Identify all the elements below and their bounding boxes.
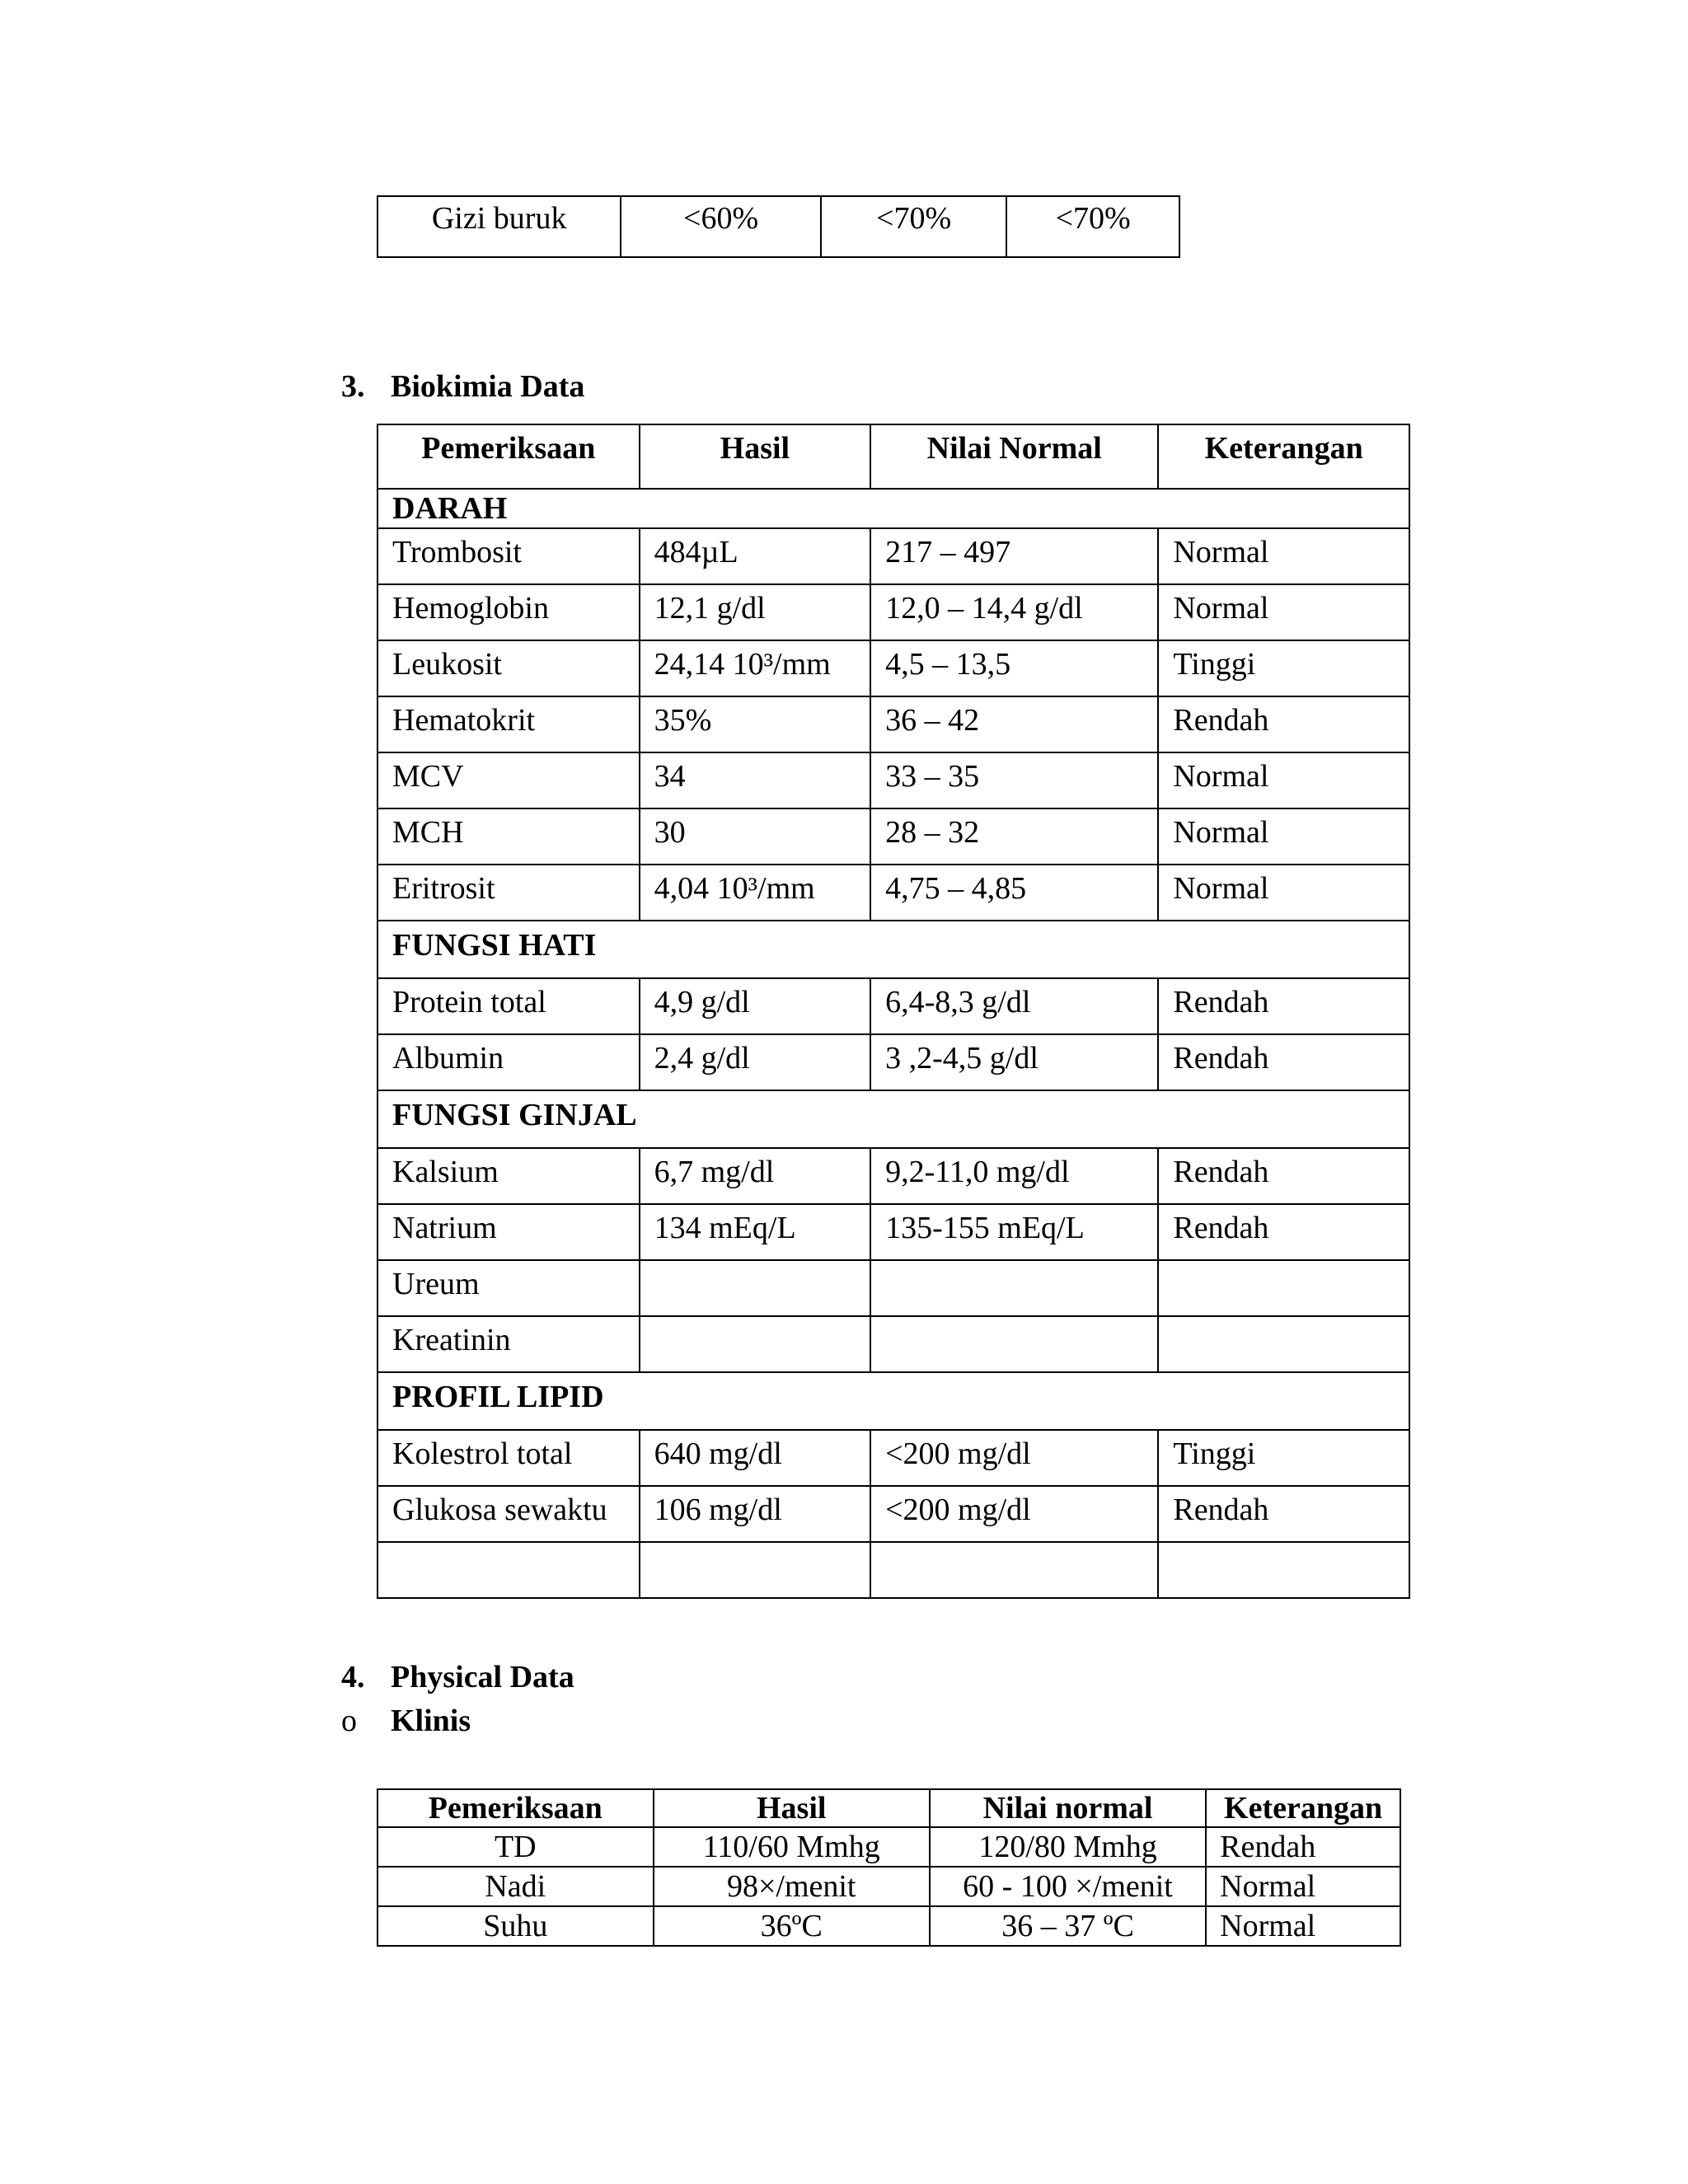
- subsection-heading-klinis: [341, 1703, 471, 1739]
- table-header-row: [377, 1789, 1400, 1827]
- section-number: 4.: [341, 1660, 365, 1694]
- table-cell: Normal: [1158, 584, 1409, 640]
- section-label-profil-lipid: PROFIL LIPID: [377, 1372, 1409, 1430]
- table-cell: Rendah: [1158, 1148, 1409, 1204]
- table-cell: Normal: [1158, 808, 1409, 865]
- table-cell: 98×/menit: [654, 1867, 930, 1906]
- table-cell: 4,9 g/dl: [640, 978, 871, 1034]
- table-row: [377, 1204, 1409, 1260]
- table-cell: Normal: [1158, 752, 1409, 808]
- table-row: [377, 696, 1409, 752]
- table-cell: Kreatinin: [377, 1316, 640, 1372]
- table-cell: Tinggi: [1158, 640, 1409, 696]
- table-cell: TD: [377, 1827, 654, 1867]
- table-cell: 4,75 – 4,85: [870, 865, 1158, 921]
- table-cell: Rendah: [1158, 696, 1409, 752]
- table-cell: 4,04 10³/mm: [640, 865, 871, 921]
- table-row: [377, 1906, 1400, 1946]
- table-cell: [1158, 1542, 1409, 1598]
- column-header: Keterangan: [1158, 424, 1409, 489]
- table-cell: [640, 1542, 871, 1598]
- nutrition-status-table: [377, 195, 1180, 258]
- table-cell: 3 ,2-4,5 g/dl: [870, 1034, 1158, 1090]
- table-cell: Eritrosit: [377, 865, 640, 921]
- column-header: Nilai Normal: [870, 424, 1158, 489]
- table-cell: Tinggi: [1158, 1430, 1409, 1486]
- column-header: Nilai normal: [930, 1789, 1206, 1827]
- table-cell: 60 - 100 ×/menit: [930, 1867, 1206, 1906]
- table-cell: Rendah: [1206, 1827, 1400, 1867]
- table-cell: Gizi buruk: [377, 196, 621, 257]
- section-row: [377, 1090, 1409, 1148]
- table-row: [377, 865, 1409, 921]
- table-cell: 36 – 37 ºC: [930, 1906, 1206, 1946]
- table-cell: [640, 1316, 871, 1372]
- table-cell: Glukosa sewaktu: [377, 1486, 640, 1542]
- biochemistry-table: [377, 424, 1410, 1599]
- table-cell: Kolestrol total: [377, 1430, 640, 1486]
- table-cell: 12,1 g/dl: [640, 584, 871, 640]
- table-row: [377, 1430, 1409, 1486]
- column-header: Pemeriksaan: [377, 424, 640, 489]
- table-cell: <60%: [621, 196, 821, 257]
- table-row: [377, 1034, 1409, 1090]
- table-cell: Normal: [1206, 1867, 1400, 1906]
- table-header-row: [377, 424, 1409, 489]
- table-cell: <70%: [1006, 196, 1179, 257]
- table-cell: [870, 1260, 1158, 1316]
- bullet-marker: o: [341, 1704, 357, 1738]
- table-cell: 4,5 – 13,5: [870, 640, 1158, 696]
- column-header: Hasil: [640, 424, 871, 489]
- section-label-fungsi-hati: FUNGSI HATI: [377, 921, 1409, 978]
- clinical-table: [377, 1788, 1401, 1947]
- table-cell: Protein total: [377, 978, 640, 1034]
- subsection-title: Klinis: [391, 1704, 471, 1738]
- section-row: [377, 1372, 1409, 1430]
- table-cell: Albumin: [377, 1034, 640, 1090]
- table-cell: 36ºC: [654, 1906, 930, 1946]
- table-cell: Normal: [1206, 1906, 1400, 1946]
- table-cell: [1158, 1260, 1409, 1316]
- column-header: Keterangan: [1206, 1789, 1400, 1827]
- table-cell: Hemoglobin: [377, 584, 640, 640]
- table-cell: 217 – 497: [870, 528, 1158, 584]
- table-cell: 6,7 mg/dl: [640, 1148, 871, 1204]
- section-heading-physical: [341, 1659, 574, 1695]
- table-cell: 135-155 mEq/L: [870, 1204, 1158, 1260]
- table-cell: Normal: [1158, 528, 1409, 584]
- table-row: [377, 528, 1409, 584]
- table-cell: 30: [640, 808, 871, 865]
- table-row: [377, 1867, 1400, 1906]
- table-cell: [640, 1260, 871, 1316]
- table-row: [377, 1260, 1409, 1316]
- table-cell: Nadi: [377, 1867, 654, 1906]
- table-cell: <200 mg/dl: [870, 1430, 1158, 1486]
- table-cell: Hematokrit: [377, 696, 640, 752]
- table-cell: <200 mg/dl: [870, 1486, 1158, 1542]
- table-cell: 2,4 g/dl: [640, 1034, 871, 1090]
- table-cell: Leukosit: [377, 640, 640, 696]
- section-row: [377, 489, 1409, 528]
- table-cell: 110/60 Mmhg: [654, 1827, 930, 1867]
- table-cell: 33 – 35: [870, 752, 1158, 808]
- table-cell: [1158, 1316, 1409, 1372]
- table-cell: Rendah: [1158, 1034, 1409, 1090]
- table-cell: 640 mg/dl: [640, 1430, 871, 1486]
- section-title: Physical Data: [391, 1660, 574, 1694]
- table-cell: Normal: [1158, 865, 1409, 921]
- table-cell: <70%: [821, 196, 1007, 257]
- table-cell: Ureum: [377, 1260, 640, 1316]
- table-cell: 24,14 10³/mm: [640, 640, 871, 696]
- table-cell: Rendah: [1158, 1486, 1409, 1542]
- table-cell: 6,4-8,3 g/dl: [870, 978, 1158, 1034]
- section-heading-biokimia: [341, 368, 584, 405]
- table-row: [377, 1827, 1400, 1867]
- table-cell: 484µL: [640, 528, 871, 584]
- table-row: [377, 584, 1409, 640]
- table-cell: Rendah: [1158, 978, 1409, 1034]
- section-title: Biokimia Data: [391, 369, 585, 404]
- section-number: 3.: [341, 369, 365, 404]
- table-cell: [870, 1316, 1158, 1372]
- table-row: [377, 752, 1409, 808]
- table-row: [377, 640, 1409, 696]
- section-label-darah: DARAH: [377, 489, 1409, 528]
- table-row: [377, 1542, 1409, 1598]
- table-cell: Suhu: [377, 1906, 654, 1946]
- table-cell: MCV: [377, 752, 640, 808]
- table-row: [377, 808, 1409, 865]
- table-cell: 134 mEq/L: [640, 1204, 871, 1260]
- table-cell: MCH: [377, 808, 640, 865]
- table-cell: 35%: [640, 696, 871, 752]
- table-cell: Rendah: [1158, 1204, 1409, 1260]
- table-cell: 12,0 – 14,4 g/dl: [870, 584, 1158, 640]
- table-row: [377, 1148, 1409, 1204]
- column-header: Pemeriksaan: [377, 1789, 654, 1827]
- table-cell: [377, 1542, 640, 1598]
- table-row: [377, 1486, 1409, 1542]
- table-cell: 120/80 Mmhg: [930, 1827, 1206, 1867]
- table-cell: Trombosit: [377, 528, 640, 584]
- table-cell: 106 mg/dl: [640, 1486, 871, 1542]
- table-cell: [870, 1542, 1158, 1598]
- table-cell: 28 – 32: [870, 808, 1158, 865]
- column-header: Hasil: [654, 1789, 930, 1827]
- table-cell: 9,2-11,0 mg/dl: [870, 1148, 1158, 1204]
- section-label-fungsi-ginjal: FUNGSI GINJAL: [377, 1090, 1409, 1148]
- table-cell: Kalsium: [377, 1148, 640, 1204]
- section-row: [377, 921, 1409, 978]
- table-cell: 36 – 42: [870, 696, 1158, 752]
- table-cell: Natrium: [377, 1204, 640, 1260]
- table-row: [377, 196, 1179, 257]
- table-row: [377, 978, 1409, 1034]
- table-cell: 34: [640, 752, 871, 808]
- table-row: [377, 1316, 1409, 1372]
